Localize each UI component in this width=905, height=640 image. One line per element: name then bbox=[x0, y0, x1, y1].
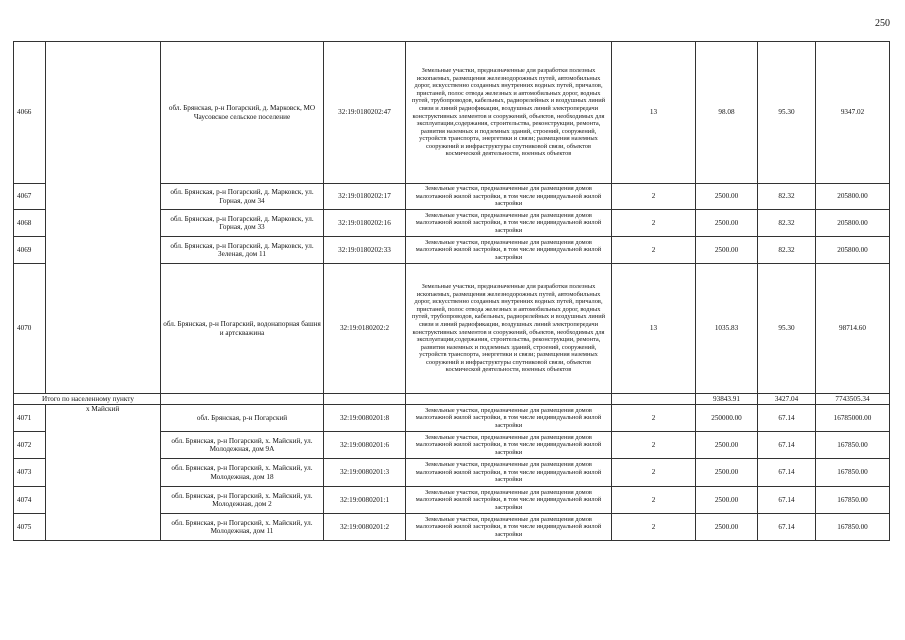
row-area: 250000.00 bbox=[696, 405, 758, 432]
row-group: 2 bbox=[612, 210, 696, 237]
row-number: 4070 bbox=[14, 264, 46, 394]
row-area: 2500.00 bbox=[696, 459, 758, 487]
row-purpose: Земельные участки, предназначенные для размещения домов малоэтажной жилой застройки, в том числе индивидуальной жилой застройки bbox=[406, 459, 612, 487]
row-cadastral-number: 32:19:0080201:6 bbox=[324, 432, 406, 459]
row-cadastral-number: 32:19:0080201:8 bbox=[324, 405, 406, 432]
row-area: 2500.00 bbox=[696, 514, 758, 541]
row-number: 4072 bbox=[14, 432, 46, 459]
cell-blank bbox=[161, 394, 324, 405]
row-rate: 67.14 bbox=[758, 514, 816, 541]
land-registry-table bbox=[13, 41, 890, 541]
row-group: 2 bbox=[612, 514, 696, 541]
table-row bbox=[14, 42, 890, 184]
row-cadastral-number: 32:19:0180202:17 bbox=[324, 184, 406, 210]
row-purpose: Земельные участки, предназначенные для размещения домов малоэтажной жилой застройки, в том числе индивидуальной жилой застройки bbox=[406, 405, 612, 432]
row-purpose: Земельные участки, предназначенные для разработки полезных ископаемых, размещения железнодорожных путей, автомобильных дорог, искусственно созданных внутренних водных путей, причалов, пристаней, полос отвода железных и автомобильных дорог, водных путей, трубопроводов, кабельных, радиорелейных и воздушных линий связи и линий радиофикации, воздушных линий электропередачи конструктивных элементов и сооружений, объектов, необходимых для эксплуатации,содержания, строительства, реконструкции, ремонта, развития наземных и подземных зданий, строений, сооружений, устройств транспорта, энергетики и связи; размещения наземных сооружений и инфраструктуры спутниковой связи, объектов космической деятельности, военных объектов bbox=[406, 42, 612, 184]
cell-blank bbox=[324, 394, 406, 405]
cell-blank bbox=[612, 394, 696, 405]
row-cadastral-number: 32:19:0180202:33 bbox=[324, 237, 406, 264]
total-rate: 3427.04 bbox=[758, 394, 816, 405]
row-group: 2 bbox=[612, 184, 696, 210]
row-number: 4067 bbox=[14, 184, 46, 210]
row-number: 4068 bbox=[14, 210, 46, 237]
row-purpose: Земельные участки, предназначенные для размещения домов малоэтажной жилой застройки, в том числе индивидуальной жилой застройки bbox=[406, 432, 612, 459]
row-group: 2 bbox=[612, 459, 696, 487]
row-purpose: Земельные участки, предназначенные для размещения домов малоэтажной жилой застройки, в том числе индивидуальной жилой застройки bbox=[406, 487, 612, 514]
table-body-settlement-1 bbox=[14, 42, 890, 394]
row-area: 2500.00 bbox=[696, 432, 758, 459]
total-value: 7743505.34 bbox=[816, 394, 890, 405]
row-purpose: Земельные участки, предназначенные для размещения домов малоэтажной жилой застройки, в том числе индивидуальной жилой застройки bbox=[406, 184, 612, 210]
row-rate: 82.32 bbox=[758, 237, 816, 264]
total-label: Итого по населенному пункту bbox=[14, 394, 161, 405]
table-row bbox=[14, 405, 890, 432]
row-value: 98714.60 bbox=[816, 264, 890, 394]
row-address: обл. Брянская, р-н Погарский, д. Марковск, ул. Горная, дом 33 bbox=[161, 210, 324, 237]
row-cadastral-number: 32:19:0080201:1 bbox=[324, 487, 406, 514]
row-area: 1035.83 bbox=[696, 264, 758, 394]
row-value: 167850.00 bbox=[816, 432, 890, 459]
row-purpose: Земельные участки, предназначенные для размещения домов малоэтажной жилой застройки, в том числе индивидуальной жилой застройки bbox=[406, 514, 612, 541]
row-number: 4069 bbox=[14, 237, 46, 264]
row-rate: 95.30 bbox=[758, 42, 816, 184]
total-row bbox=[14, 394, 890, 405]
row-area: 98.08 bbox=[696, 42, 758, 184]
row-address: обл. Брянская, р-н Погарский, д. Марковск, ул. Горная, дом 34 bbox=[161, 184, 324, 210]
row-value: 167850.00 bbox=[816, 459, 890, 487]
row-area: 2500.00 bbox=[696, 487, 758, 514]
row-address: обл. Брянская, р-н Погарский, х. Майский, ул. Молодежная, дом 2 bbox=[161, 487, 324, 514]
row-number: 4071 bbox=[14, 405, 46, 432]
row-cadastral-number: 32:19:0180202:16 bbox=[324, 210, 406, 237]
row-address: обл. Брянская, р-н Погарский, водонапорная башня и артскважина bbox=[161, 264, 324, 394]
settlement-name: х Майский bbox=[46, 405, 161, 541]
row-group: 2 bbox=[612, 487, 696, 514]
row-address: обл. Брянская, р-н Погарский, х. Майский, ул. Молодежная, дом 9А bbox=[161, 432, 324, 459]
row-address: обл. Брянская, р-н Погарский, д. Марковск, ул. Зеленая, дом 11 bbox=[161, 237, 324, 264]
row-rate: 67.14 bbox=[758, 405, 816, 432]
row-address: обл. Брянская, р-н Погарский bbox=[161, 405, 324, 432]
row-rate: 82.32 bbox=[758, 210, 816, 237]
row-cadastral-number: 32:19:0080201:2 bbox=[324, 514, 406, 541]
row-value: 205800.00 bbox=[816, 237, 890, 264]
row-value: 167850.00 bbox=[816, 487, 890, 514]
row-group: 13 bbox=[612, 264, 696, 394]
row-value: 16785000.00 bbox=[816, 405, 890, 432]
row-number: 4075 bbox=[14, 514, 46, 541]
page-number: 250 bbox=[875, 18, 890, 29]
row-cadastral-number: 32:19:0180202:47 bbox=[324, 42, 406, 184]
cell-blank bbox=[406, 394, 612, 405]
row-purpose: Земельные участки, предназначенные для размещения домов малоэтажной жилой застройки, в том числе индивидуальной жилой застройки bbox=[406, 237, 612, 264]
row-cadastral-number: 32:19:0080201:3 bbox=[324, 459, 406, 487]
row-purpose: Земельные участки, предназначенные для размещения домов малоэтажной жилой застройки, в том числе индивидуальной жилой застройки bbox=[406, 210, 612, 237]
row-value: 167850.00 bbox=[816, 514, 890, 541]
row-address: обл. Брянская, р-н Погарский, д. Марковск, МО Чаусовское сельское поселение bbox=[161, 42, 324, 184]
row-group: 2 bbox=[612, 405, 696, 432]
row-address: обл. Брянская, р-н Погарский, х. Майский, ул. Молодежная, дом 11 bbox=[161, 514, 324, 541]
row-number: 4066 bbox=[14, 42, 46, 184]
row-area: 2500.00 bbox=[696, 184, 758, 210]
row-rate: 67.14 bbox=[758, 432, 816, 459]
row-rate: 82.32 bbox=[758, 184, 816, 210]
row-purpose: Земельные участки, предназначенные для разработки полезных ископаемых, размещения железнодорожных путей, автомобильных дорог, искусственно созданных внутренних водных путей, причалов, пристаней, полос отвода железных и автомобильных дорог, водных путей, трубопроводов, кабельных, радиорелейных и воздушных линий связи и линий радиофикации, воздушных линий электропередачи конструктивных элементов и сооружений, объектов, необходимых для эксплуатации,содержания, строительства, реконструкции, ремонта, развития наземных и подземных зданий, строений, сооружений, устройств транспорта, энергетики и связи; размещения наземных сооружений и инфраструктуры спутниковой связи, объектов космической деятельности, военных объектов bbox=[406, 264, 612, 394]
row-rate: 95.30 bbox=[758, 264, 816, 394]
row-area: 2500.00 bbox=[696, 210, 758, 237]
total-area: 93843.91 bbox=[696, 394, 758, 405]
row-rate: 67.14 bbox=[758, 487, 816, 514]
table-body-settlement-2 bbox=[14, 405, 890, 541]
table-body-total bbox=[14, 394, 890, 405]
row-group: 2 bbox=[612, 237, 696, 264]
row-group: 2 bbox=[612, 432, 696, 459]
row-group: 13 bbox=[612, 42, 696, 184]
row-area: 2500.00 bbox=[696, 237, 758, 264]
row-number: 4073 bbox=[14, 459, 46, 487]
row-number: 4074 bbox=[14, 487, 46, 514]
row-value: 205800.00 bbox=[816, 210, 890, 237]
row-value: 205800.00 bbox=[816, 184, 890, 210]
row-address: обл. Брянская, р-н Погарский, х. Майский, ул. Молодежная, дом 18 bbox=[161, 459, 324, 487]
row-value: 9347.02 bbox=[816, 42, 890, 184]
row-rate: 67.14 bbox=[758, 459, 816, 487]
row-cadastral-number: 32:19:0180202:2 bbox=[324, 264, 406, 394]
settlement-cell bbox=[46, 42, 161, 394]
